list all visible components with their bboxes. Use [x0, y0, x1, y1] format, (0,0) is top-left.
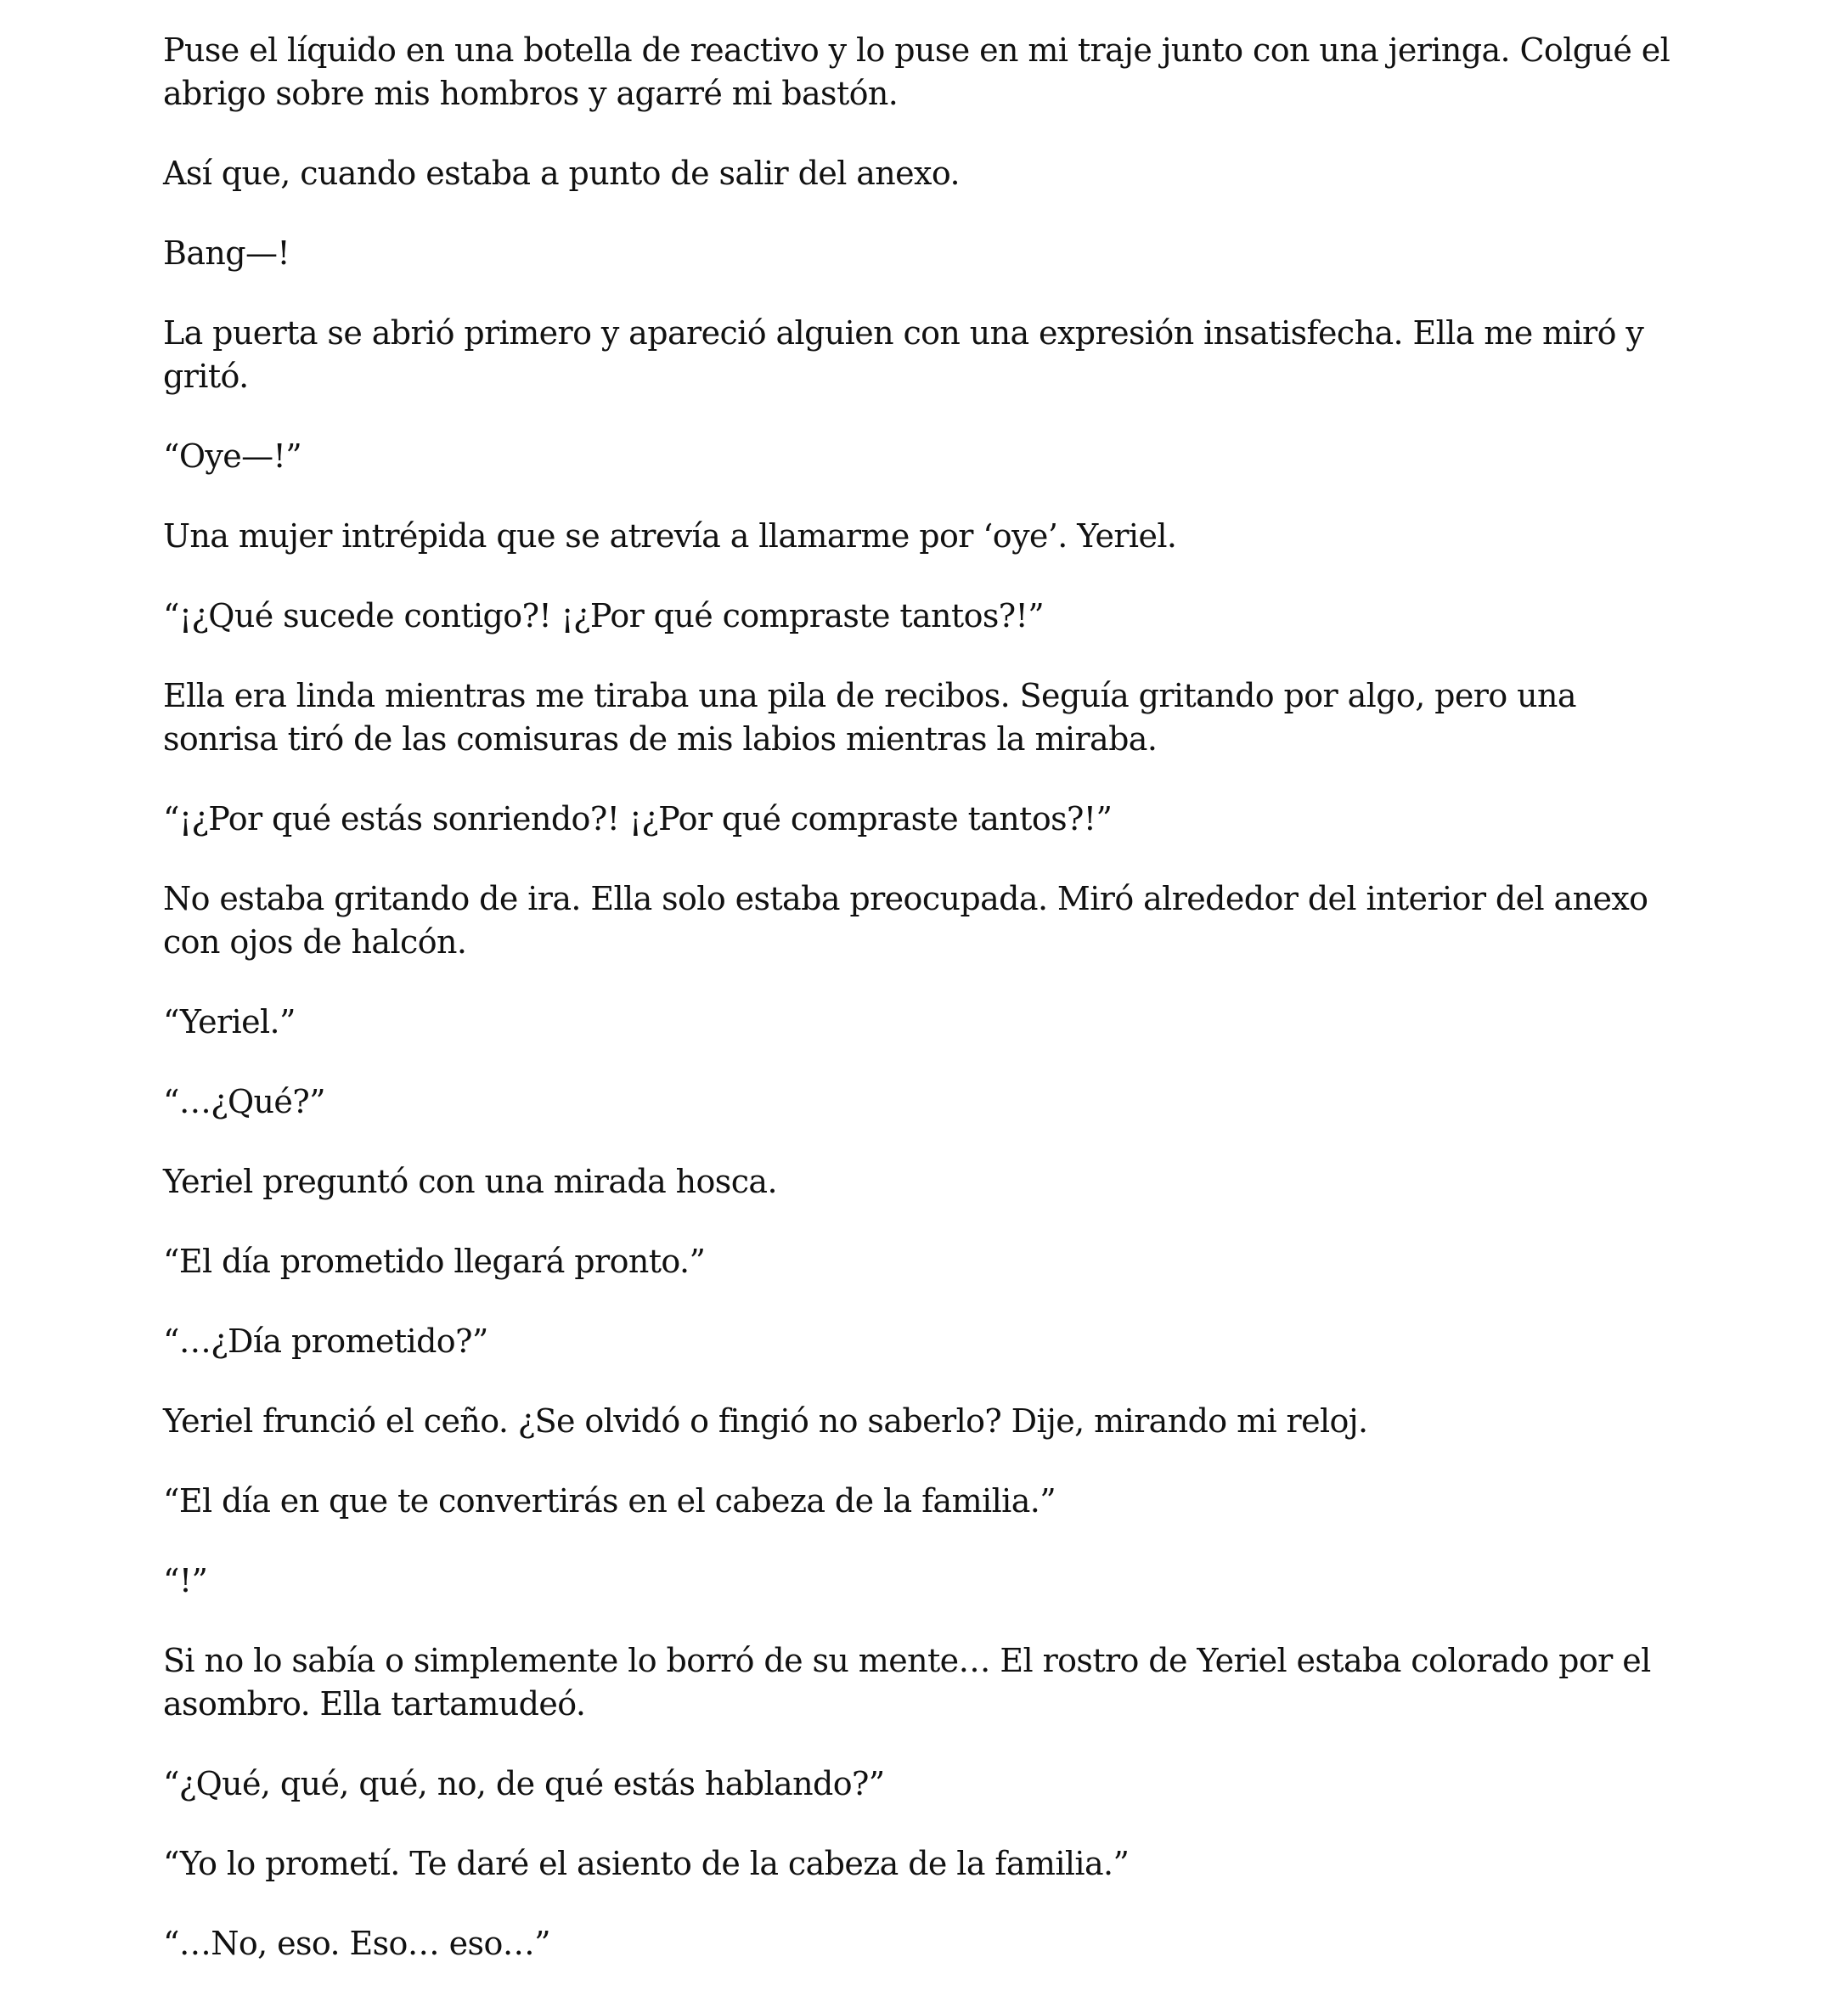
paragraph: No estaba gritando de ira. Ella solo estaba preocupada. Miró alrededor del interior del anexo con ojos de halcón.: [163, 880, 1648, 961]
paragraph: “…¿Día prometido?”: [163, 1322, 488, 1360]
document-body: [163, 29, 1692, 2002]
paragraph: Puse el líquido en una botella de reactivo y lo puse en mi traje junto con una jeringa. Colgué el abrigo sobre mis hombros y agarré mi bastón.: [163, 31, 1671, 112]
paragraph: “Yeriel.”: [163, 1003, 296, 1040]
paragraph: “El día prometido llegará pronto.”: [163, 1243, 706, 1280]
paragraph: “¡¿Qué sucede contigo?! ¡¿Por qué compraste tantos?!”: [163, 597, 1045, 634]
paragraph: Yeriel frunció el ceño. ¿Se olvidó o fingió no saberlo? Dije, mirando mi reloj.: [163, 1402, 1368, 1440]
paragraph: Yeriel preguntó con una mirada hosca.: [163, 1163, 777, 1200]
paragraph: Una mujer intrépida que se atrevía a llamarme por ‘oye’. Yeriel.: [163, 517, 1177, 555]
paragraph: “El día en que te convertirás en el cabeza de la familia.”: [163, 1482, 1056, 1520]
paragraph: La puerta se abrió primero y apareció alguien con una expresión insatisfecha. Ella me miró y gritó.: [163, 314, 1644, 395]
paragraph: “¿Qué, qué, qué, no, de qué estás hablando?”: [163, 1765, 885, 1802]
paragraph: “Oye—!”: [163, 437, 302, 475]
paragraph: Ella era linda mientras me tiraba una pila de recibos. Seguía gritando por algo, pero una sonrisa tiró de las comisuras de mis labios mientras la miraba.: [163, 677, 1576, 758]
paragraph: Así que, cuando estaba a punto de salir del anexo.: [163, 155, 960, 192]
paragraph: Bang—!: [163, 234, 290, 272]
paragraph: “…¿Qué?”: [163, 1083, 325, 1120]
paragraph: “!”: [163, 1562, 208, 1599]
paragraph: “…No, eso. Eso… eso…”: [163, 1925, 550, 1962]
paragraph: Si no lo sabía o simplemente lo borró de su mente… El rostro de Yeriel estaba colorado por el asombro. Ella tartamudeó.: [163, 1642, 1651, 1723]
paragraph: “¡¿Por qué estás sonriendo?! ¡¿Por qué compraste tantos?!”: [163, 800, 1113, 837]
paragraph: “Yo lo prometí. Te daré el asiento de la cabeza de la familia.”: [163, 1845, 1130, 1882]
